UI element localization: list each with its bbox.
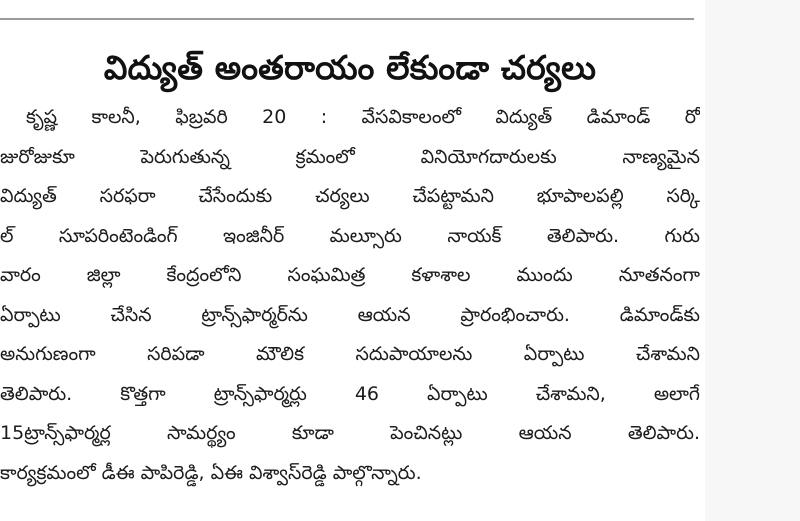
article-line: విద్యుత్ సరఫరా చేసేందుకు చర్యలు చేపట్టామని భూపాలపల్లి సర్కి (0, 185, 700, 207)
page-margin (705, 0, 800, 521)
article-line: ల్ సూపరింటెండింగ్ ఇంజినీర్ మల్సూరు నాయక్ తెలిపారు. గురు (0, 224, 700, 247)
article-line: తెలిపారు. కొత్తగా ట్రాన్స్‌ఫార్మర్లు 46 ఏర్పాటు చేశామని, అలాగే (0, 382, 700, 405)
article-line: ఏర్పాటు చేసిన ట్రాన్స్‌ఫార్మర్‌ను ఆయన ప్రారంభించారు. డిమాండ్‌కు (0, 303, 700, 326)
column-divider-rule (0, 18, 694, 20)
article-line: జురోజుకూ పెరుగుతున్న క్రమంలో వినియోగదారులకు నాణ్యమైన (0, 145, 700, 168)
article-line: అనుగుణంగా సరిపడా మౌలిక సదుపాయాలను ఏర్పాటు చేశామని (0, 343, 700, 365)
article-line: కృష్ణ కాలనీ, ఫిబ్రవరి 20 : వేసవికాలంలో విద్యుత్ డిమాండ్ రో (26, 106, 700, 128)
article-body (0, 98, 700, 493)
article-headline: విద్యుత్ అంతరాయం లేకుండా చర్యలు (103, 48, 597, 87)
article-line: కార్యక్రమంలో డీఈ పాపిరెడ్డి, ఏఈ విశ్వాస్‌రెడ్డి పాల్గొన్నారు. (0, 461, 422, 484)
article-line: 15ట్రాన్స్‌ఫార్మర్ల సామర్థ్యం కూడా పెంచినట్లు ఆయన తెలిపారు. (0, 422, 700, 444)
article-line: వారం జిల్లా కేంద్రంలోని సంఘమిత్ర కళాశాల ముందు నూతనంగా (0, 264, 700, 286)
